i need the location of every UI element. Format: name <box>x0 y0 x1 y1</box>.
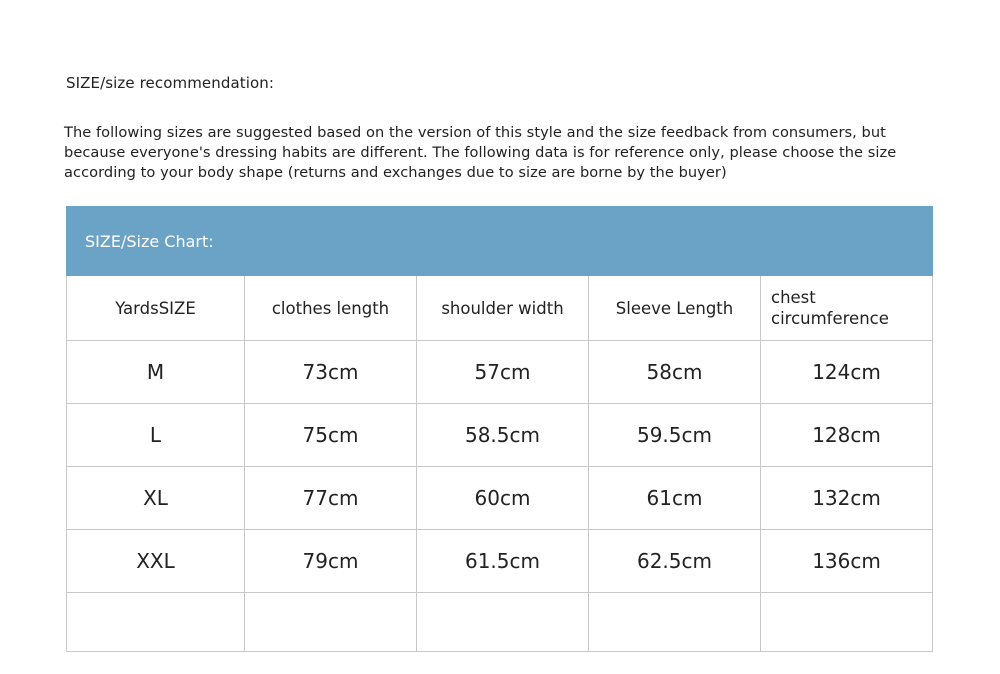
cell-sleeve-length: 59.5cm <box>589 404 761 467</box>
column-header-chest-circumference: chest circumference <box>761 276 933 341</box>
column-header-shoulder-width: shoulder width <box>417 276 589 341</box>
cell-size: XXL <box>67 530 245 593</box>
cell-sleeve-length: 61cm <box>589 467 761 530</box>
cell-sleeve-length <box>589 593 761 652</box>
table-row <box>67 530 933 593</box>
intro-paragraph: The following sizes are suggested based on the version of this style and the size feedback from consumers, but because everyone's dressing habits are different. The following data is for reference only, please choose the size according to your body shape (returns and exchanges due to size are borne by the buyer) <box>64 124 897 181</box>
cell-clothes-length: 77cm <box>245 467 417 530</box>
size-chart-table <box>66 206 933 652</box>
cell-size: L <box>67 404 245 467</box>
page-title: SIZE/size recommendation: <box>66 74 275 92</box>
cell-chest-circumference: 136cm <box>761 530 933 593</box>
size-chart-banner: SIZE/Size Chart: <box>67 207 933 276</box>
cell-size <box>67 593 245 652</box>
cell-clothes-length: 79cm <box>245 530 417 593</box>
column-header-clothes-length: clothes length <box>245 276 417 341</box>
table-row <box>67 467 933 530</box>
cell-clothes-length: 75cm <box>245 404 417 467</box>
cell-chest-circumference: 124cm <box>761 341 933 404</box>
cell-shoulder-width: 58.5cm <box>417 404 589 467</box>
cell-size: XL <box>67 467 245 530</box>
cell-chest-circumference: 128cm <box>761 404 933 467</box>
table-row-empty <box>67 593 933 652</box>
banner-row <box>67 207 933 276</box>
table-header-row <box>67 276 933 341</box>
column-header-yards-size: YardsSIZE <box>67 276 245 341</box>
cell-chest-circumference: 132cm <box>761 467 933 530</box>
table-row <box>67 341 933 404</box>
column-header-sleeve-length: Sleeve Length <box>589 276 761 341</box>
cell-sleeve-length: 58cm <box>589 341 761 404</box>
cell-shoulder-width: 57cm <box>417 341 589 404</box>
size-chart-table-wrapper <box>66 206 932 652</box>
cell-clothes-length <box>245 593 417 652</box>
cell-chest-circumference <box>761 593 933 652</box>
table-row <box>67 404 933 467</box>
cell-shoulder-width: 61.5cm <box>417 530 589 593</box>
cell-shoulder-width: 60cm <box>417 467 589 530</box>
cell-size: M <box>67 341 245 404</box>
cell-shoulder-width <box>417 593 589 652</box>
cell-clothes-length: 73cm <box>245 341 417 404</box>
cell-sleeve-length: 62.5cm <box>589 530 761 593</box>
